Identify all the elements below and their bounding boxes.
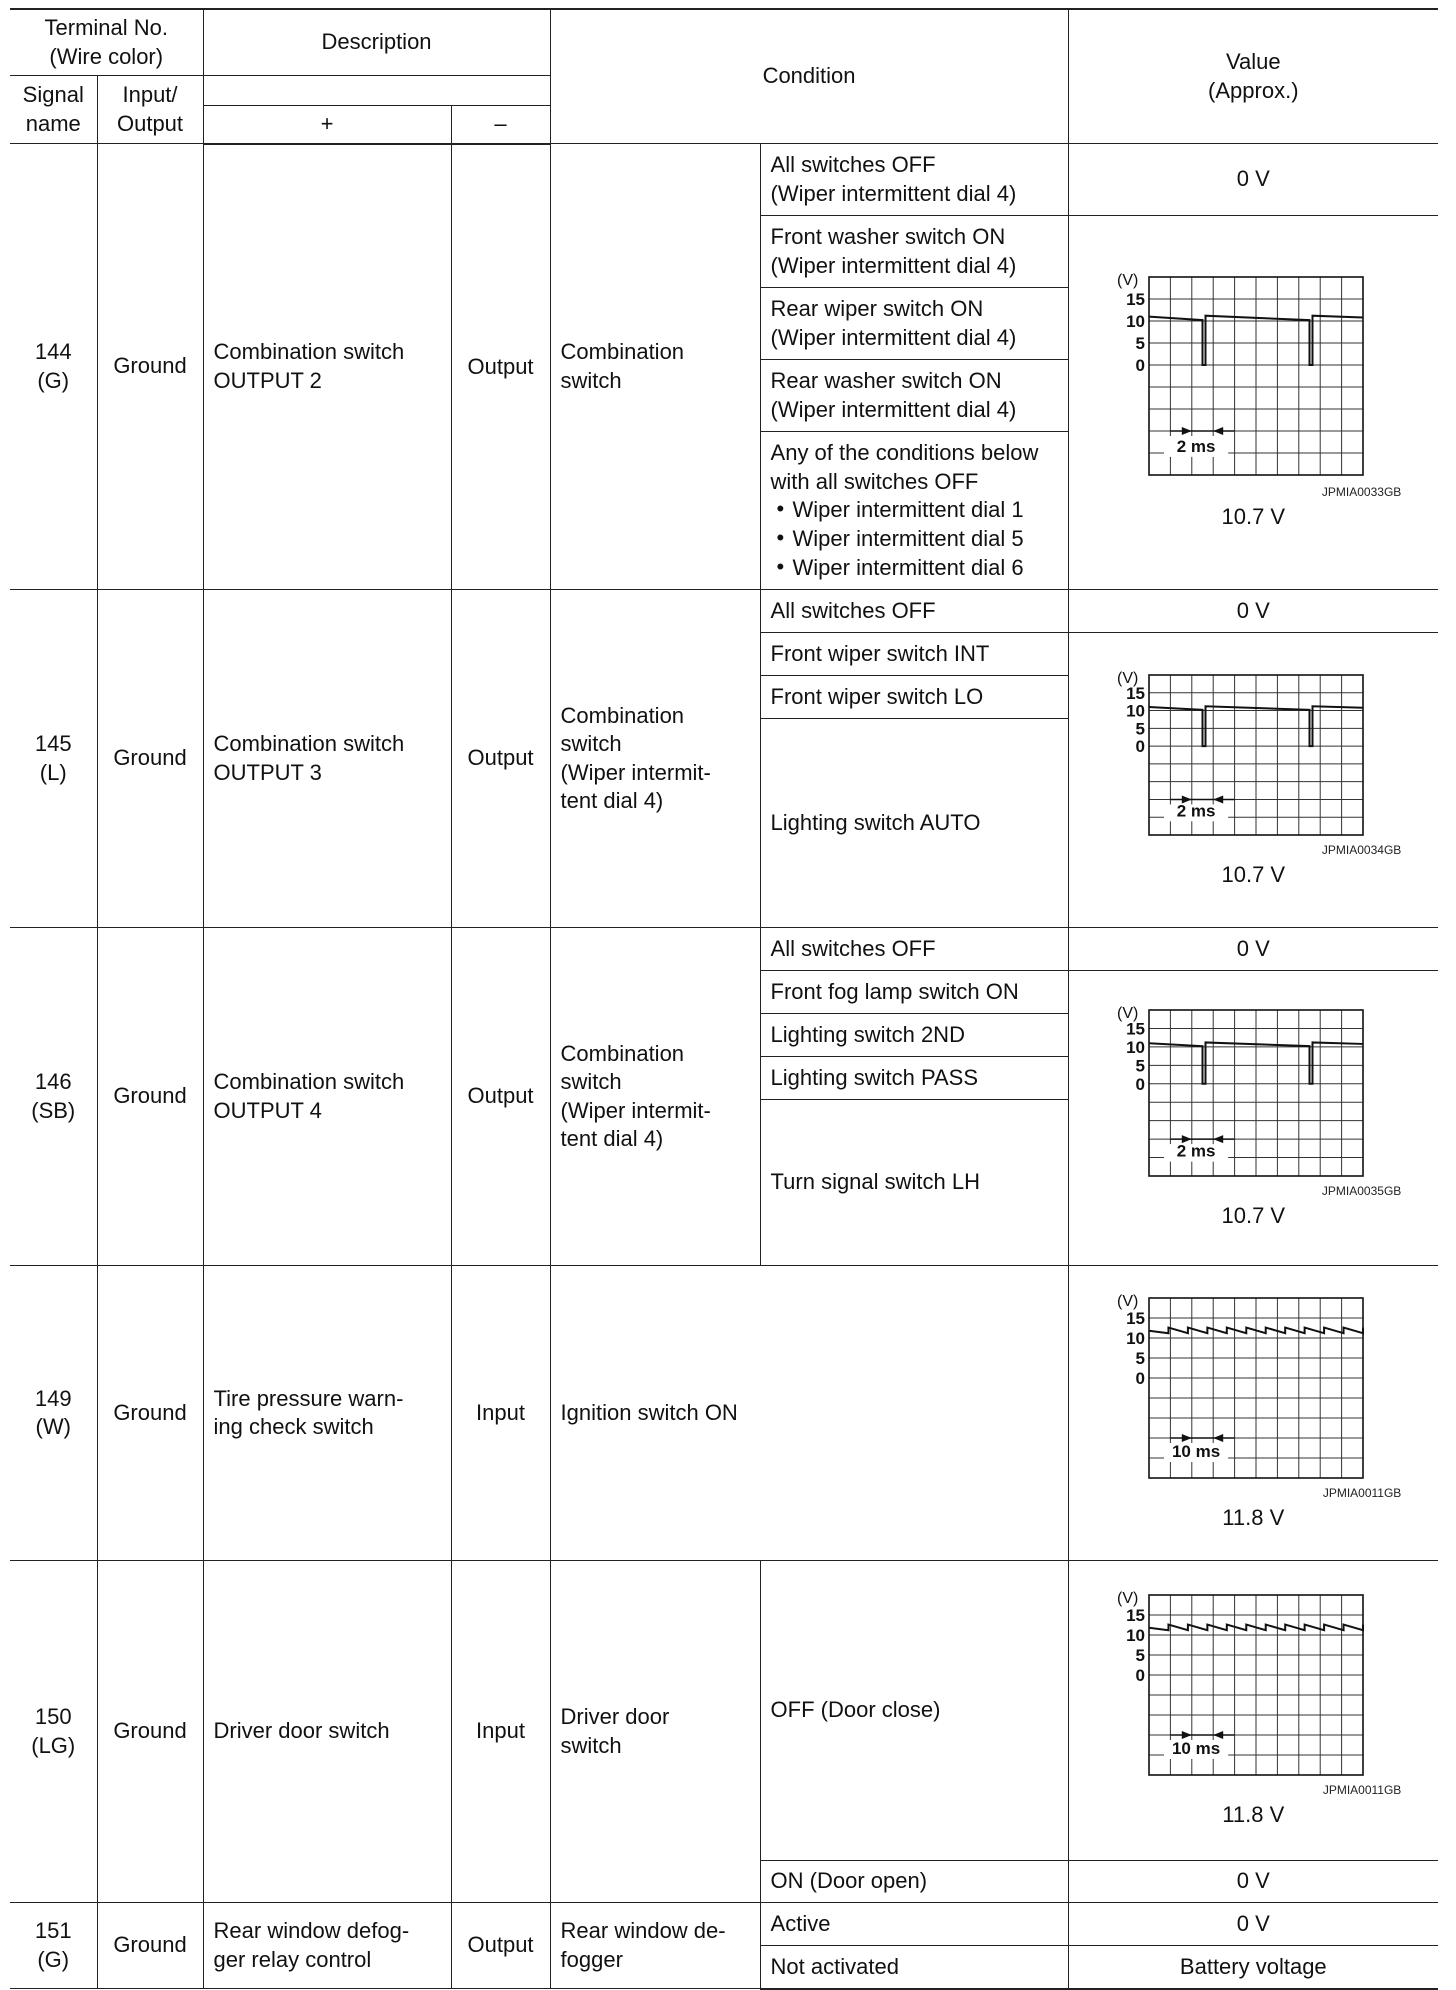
y-tick-label: 15 bbox=[1126, 1019, 1146, 1039]
y-tick-label: 0 bbox=[1135, 1074, 1146, 1094]
oscilloscope-plot bbox=[1103, 1591, 1403, 1783]
value-cell bbox=[1068, 971, 1438, 1266]
condition-cell: Combination switch (Wiper intermit- tent dial 4) bbox=[550, 928, 760, 1266]
table-row bbox=[10, 144, 1438, 216]
oscilloscope-plot bbox=[1103, 671, 1403, 843]
value-text: 10.7 V bbox=[1221, 1202, 1286, 1228]
terminal-151: 151 (G) bbox=[10, 1903, 97, 1989]
list-item: • Wiper intermittent dial 1 bbox=[771, 496, 1058, 525]
condition-header: Condition bbox=[550, 9, 1068, 144]
sub-condition-cell: Rear wiper switch ON (Wiper intermittent dial 4) bbox=[760, 288, 1068, 360]
time-scale-label: 2 ms bbox=[1177, 1141, 1216, 1161]
condition-cell: Combination switch (Wiper intermit- tent dial 4) bbox=[550, 590, 760, 928]
y-tick-label: 15 bbox=[1126, 1606, 1146, 1626]
ground-cell: Ground bbox=[97, 1561, 203, 1903]
sub-condition-cell: Rear washer switch ON (Wiper intermittent dial 4) bbox=[760, 360, 1068, 432]
y-tick-label: 5 bbox=[1135, 719, 1146, 739]
sub-condition-cell: Lighting switch 2ND bbox=[760, 1014, 1068, 1057]
value-text: 10.7 V bbox=[1221, 861, 1286, 887]
condition-cell: Combination switch bbox=[550, 144, 760, 590]
value-cell: 0 V bbox=[1068, 144, 1438, 216]
condition-cell: Rear window de- fogger bbox=[550, 1903, 760, 1989]
oscilloscope-plot bbox=[1103, 1006, 1403, 1184]
input-output-header: Input/ Output bbox=[97, 76, 203, 144]
value-cell: 0 V bbox=[1068, 590, 1438, 633]
time-scale-label: 2 ms bbox=[1177, 801, 1216, 821]
bullet-list bbox=[771, 496, 1058, 582]
waveform bbox=[1103, 1591, 1403, 1801]
signal-name-cell: Tire pressure warn- ing check switch bbox=[203, 1266, 451, 1561]
signal-name-cell: Combination switch OUTPUT 4 bbox=[203, 928, 451, 1266]
list-item: • Wiper intermittent dial 5 bbox=[771, 525, 1058, 554]
condition-intro: Any of the conditions below with all switches OFF bbox=[770, 440, 1039, 494]
ground-cell: Ground bbox=[97, 144, 203, 590]
time-scale-label: 10 ms bbox=[1172, 1441, 1221, 1461]
table-row bbox=[10, 1561, 1438, 1861]
time-marker-arrow bbox=[1213, 1434, 1223, 1442]
sub-condition-cell: Turn signal switch LH bbox=[760, 1100, 1068, 1266]
signal-name-header: Signal name bbox=[10, 76, 97, 144]
value-cell: 0 V bbox=[1068, 1903, 1438, 1946]
value-cell bbox=[1068, 1561, 1438, 1861]
io-cell: Output bbox=[451, 144, 550, 590]
y-tick-label: 0 bbox=[1135, 1666, 1146, 1686]
y-tick-label: 10 bbox=[1126, 1328, 1146, 1348]
y-tick-label: 5 bbox=[1135, 1056, 1146, 1076]
sub-condition-cell: Lighting switch PASS bbox=[760, 1057, 1068, 1100]
sub-condition-cell: Front wiper switch INT bbox=[760, 633, 1068, 676]
figure-code: JPMIA0033GB bbox=[1321, 485, 1402, 500]
time-marker-arrow bbox=[1182, 1434, 1192, 1442]
y-tick-label: 10 bbox=[1126, 701, 1146, 721]
waveform bbox=[1103, 671, 1403, 861]
table-row bbox=[10, 1903, 1438, 1946]
sub-condition-cell: Front wiper switch LO bbox=[760, 676, 1068, 719]
terminal-149: 149 (W) bbox=[10, 1266, 97, 1561]
y-tick-label: 5 bbox=[1135, 334, 1146, 354]
table-row bbox=[10, 1266, 1438, 1561]
io-cell: Input bbox=[451, 1561, 550, 1903]
y-tick-label: 0 bbox=[1135, 1368, 1146, 1388]
io-cell: Input bbox=[451, 1266, 550, 1561]
figure-code: JPMIA0034GB bbox=[1321, 842, 1402, 857]
sub-condition-cell: All switches OFF bbox=[760, 590, 1068, 633]
sub-condition-cell bbox=[760, 432, 1068, 590]
sub-condition-cell: ON (Door open) bbox=[760, 1861, 1068, 1903]
value-text: 11.8 V bbox=[1222, 1802, 1285, 1828]
condition-cell: Driver door switch bbox=[550, 1561, 760, 1903]
y-unit-label: (V) bbox=[1117, 670, 1139, 687]
time-marker-arrow bbox=[1182, 1731, 1192, 1739]
y-tick-label: 15 bbox=[1126, 290, 1146, 310]
signal-name-cell: Rear window defog- ger relay control bbox=[203, 1903, 451, 1989]
value-cell: 0 V bbox=[1068, 928, 1438, 971]
y-tick-label: 5 bbox=[1135, 1646, 1146, 1666]
sub-condition-cell: Lighting switch AUTO bbox=[760, 719, 1068, 928]
y-tick-label: 15 bbox=[1126, 1308, 1146, 1328]
sub-condition-cell: OFF (Door close) bbox=[760, 1561, 1068, 1861]
y-unit-label: (V) bbox=[1117, 1005, 1139, 1022]
terminal-header: Terminal No. (Wire color) bbox=[10, 9, 203, 76]
oscilloscope-plot bbox=[1103, 1294, 1403, 1486]
time-scale-label: 2 ms bbox=[1177, 437, 1216, 457]
io-cell: Output bbox=[451, 928, 550, 1266]
ground-cell: Ground bbox=[97, 1903, 203, 1989]
sub-condition-cell: Not activated bbox=[760, 1946, 1068, 1989]
waveform bbox=[1103, 1294, 1403, 1504]
value-cell: 0 V bbox=[1068, 1861, 1438, 1903]
list-item: • Wiper intermittent dial 6 bbox=[771, 554, 1058, 583]
y-tick-label: 10 bbox=[1126, 1626, 1146, 1646]
y-tick-label: 5 bbox=[1135, 1348, 1146, 1368]
time-scale-label: 10 ms bbox=[1172, 1739, 1221, 1759]
value-cell bbox=[1068, 1266, 1438, 1561]
figure-code: JPMIA0011GB bbox=[1322, 1485, 1402, 1500]
signal-name-cell: Combination switch OUTPUT 2 bbox=[203, 144, 451, 590]
table-row bbox=[10, 928, 1438, 971]
sub-condition-cell: Front washer switch ON (Wiper intermittent dial 4) bbox=[760, 216, 1068, 288]
y-tick-label: 10 bbox=[1126, 312, 1146, 332]
figure-code: JPMIA0035GB bbox=[1321, 1183, 1402, 1198]
sub-condition-cell: Active bbox=[760, 1903, 1068, 1946]
sub-condition-cell: All switches OFF bbox=[760, 928, 1068, 971]
signal-name-cell: Driver door switch bbox=[203, 1561, 451, 1903]
ground-cell: Ground bbox=[97, 928, 203, 1266]
y-tick-label: 15 bbox=[1126, 683, 1146, 703]
ground-cell: Ground bbox=[97, 590, 203, 928]
terminal-150: 150 (LG) bbox=[10, 1561, 97, 1903]
y-unit-label: (V) bbox=[1117, 273, 1139, 290]
waveform bbox=[1103, 273, 1403, 503]
y-unit-label: (V) bbox=[1117, 1591, 1139, 1608]
sub-condition-cell: Front fog lamp switch ON bbox=[760, 971, 1068, 1014]
condition-cell: Ignition switch ON bbox=[550, 1266, 1068, 1561]
value-cell: Battery voltage bbox=[1068, 1946, 1438, 1989]
value-text: 11.8 V bbox=[1222, 1504, 1285, 1530]
terminal-spec-table bbox=[10, 8, 1438, 1990]
y-unit-label: (V) bbox=[1117, 1293, 1139, 1310]
value-text: 10.7 V bbox=[1221, 504, 1286, 530]
terminal-144: 144 (G) bbox=[10, 144, 97, 590]
sub-condition-cell: All switches OFF (Wiper intermittent dial 4) bbox=[760, 144, 1068, 216]
io-cell: Output bbox=[451, 1903, 550, 1989]
y-tick-label: 0 bbox=[1135, 737, 1146, 757]
signal-name-cell: Combination switch OUTPUT 3 bbox=[203, 590, 451, 928]
terminal-145: 145 (L) bbox=[10, 590, 97, 928]
value-cell bbox=[1068, 216, 1438, 590]
value-header: Value (Approx.) bbox=[1068, 9, 1438, 144]
waveform bbox=[1103, 1006, 1403, 1202]
plus-header: + bbox=[203, 106, 451, 144]
y-tick-label: 10 bbox=[1126, 1037, 1146, 1057]
ground-cell: Ground bbox=[97, 1266, 203, 1561]
description-header: Description bbox=[203, 9, 550, 76]
time-marker-arrow bbox=[1182, 427, 1192, 435]
y-tick-label: 0 bbox=[1135, 356, 1146, 376]
figure-code: JPMIA0011GB bbox=[1322, 1783, 1402, 1798]
time-marker-arrow bbox=[1213, 427, 1223, 435]
value-cell bbox=[1068, 633, 1438, 928]
time-marker-arrow bbox=[1213, 1731, 1223, 1739]
io-cell: Output bbox=[451, 590, 550, 928]
table-row bbox=[10, 590, 1438, 633]
terminal-146: 146 (SB) bbox=[10, 928, 97, 1266]
oscilloscope-plot bbox=[1103, 273, 1403, 483]
minus-header: – bbox=[451, 106, 550, 144]
